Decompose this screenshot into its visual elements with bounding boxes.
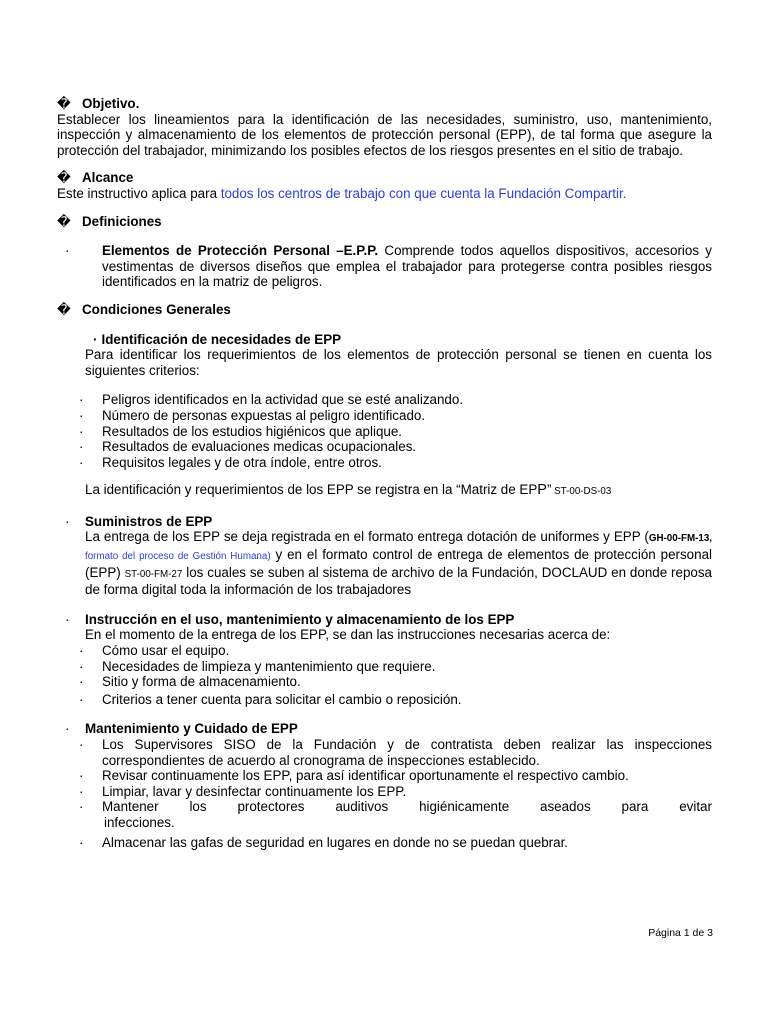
list-item: · Requisitos legales y de otra índole, entre otros. bbox=[79, 454, 382, 470]
bullet-icon: · bbox=[93, 331, 98, 347]
list-item: · Necesidades de limpieza y mantenimiento que requiere. bbox=[79, 658, 436, 674]
bullet-icon: · bbox=[79, 799, 84, 815]
list-item: · Número de personas expuestas al peligro identificado. bbox=[79, 407, 426, 423]
bullet-icon: · bbox=[65, 611, 70, 627]
bullet-icon: · bbox=[79, 454, 84, 470]
bullet-icon: · bbox=[79, 423, 84, 439]
document-code: ST-00-DS-03 bbox=[551, 486, 612, 498]
bullet-icon: · bbox=[79, 658, 84, 674]
matriz-note: La identificación y requerimientos de los EPP se registra en la “Matriz de EPP” ST-00-DS-03 bbox=[85, 482, 612, 499]
document-code: ST-00-FM-27 bbox=[124, 568, 183, 580]
alcance-highlight: todos los centros de trabajo con que cuenta la Fundación Compartir. bbox=[220, 185, 627, 201]
bullet-icon: · bbox=[79, 737, 84, 752]
bullet-icon: · bbox=[79, 834, 84, 850]
bullet-icon: · bbox=[65, 721, 70, 737]
instrucciones-list bbox=[57, 643, 712, 707]
bullet-icon: · bbox=[79, 392, 84, 408]
mantenimiento-list bbox=[57, 737, 712, 850]
bullet-icon: · bbox=[79, 783, 84, 799]
section-objetivo-title: � Objetivo. bbox=[57, 96, 140, 111]
definition-epp: · Elementos de Protección Personal –E.P.P. Comprende todos aquellos dispositivos, accesorios y vestimentas de diversos diseños que emplea el trabajador para protegerse contra posibles riesgos identificados en la matriz de peligros. bbox=[65, 243, 712, 290]
list-item: · Resultados de evaluaciones medicas ocupacionales. bbox=[79, 439, 417, 455]
bullet-icon: · bbox=[79, 407, 84, 423]
list-item: · Revisar continuamente los EPP, para así identificar oportunamente el respectivo cambio. bbox=[79, 768, 629, 784]
bullet-icon: · bbox=[65, 513, 70, 529]
bullet-icon: · bbox=[79, 674, 84, 690]
section-alcance-title: � Alcance bbox=[57, 170, 134, 186]
criterios-list bbox=[57, 392, 712, 470]
bullet-icon: · bbox=[79, 643, 84, 659]
bullet-icon: · bbox=[65, 243, 70, 259]
document-code: GH-00-FM-13, bbox=[648, 533, 712, 545]
subsection-suministros: · Suministros de EPP La entrega de los EPP se deja registrada en el formato entrega dotación de uniformes y EPP (GH-00-FM-13, formato del proceso de Gestión Humana) y en el formato control de entrega de elementos de protección personal (EPP) ST-00-FM-27 los cuales se suben al sistema de archivo de la Fundación, DOCLAUD en donde reposa de forma digital toda la información de los trabajadores bbox=[65, 513, 713, 598]
list-item: · Almacenar las gafas de seguridad en lugares en donde no se puedan quebrar. bbox=[79, 834, 569, 850]
subsection-identificacion: · Identificación de necesidades de EPP Para identificar los requerimientos de los elementos de protección personal se tienen en cuenta los siguientes criterios: bbox=[85, 331, 712, 378]
list-item: · Resultados de los estudios higiénicos que aplique. bbox=[79, 423, 403, 439]
bullet-icon: · bbox=[79, 768, 84, 784]
missing-glyph-icon: � bbox=[57, 213, 71, 229]
subsection-instruccion: · Instrucción en el uso, mantenimiento y almacenamiento de los EPP En el momento de la entrega de los EPP, se dan las instrucciones necesarias acerca de: bbox=[65, 611, 611, 643]
section-definiciones-title: � Definiciones bbox=[57, 213, 162, 229]
document-body bbox=[57, 96, 712, 850]
bullet-icon: · bbox=[79, 691, 84, 707]
missing-glyph-icon: � bbox=[57, 170, 71, 186]
section-condiciones-title: � Condiciones Generales bbox=[57, 301, 231, 317]
list-item: · Limpiar, lavar y desinfectar continuamente los EPP. bbox=[79, 783, 407, 799]
section-alcance-text: Este instructivo aplica para todos los centros de trabajo con que cuenta la Fundación Compartir. bbox=[57, 185, 627, 201]
page-number: Página 1 de 3 bbox=[648, 927, 713, 939]
section-objetivo-text: Establecer los lineamientos para la identificación de las necesidades, suministro, uso, mantenimiento, inspección y almacenamiento de los elementos de protección personal (EPP), de tal forma que asegure la protección del trabajador, minimizando los posibles efectos de los riesgos presentes en el sitio de trabajo. bbox=[57, 111, 712, 158]
bullet-icon: · bbox=[79, 439, 84, 455]
list-item: · Sitio y forma de almacenamiento. bbox=[79, 674, 301, 690]
list-item: · Mantener los protectores auditivos higiénicamente aseados para evitar infecciones. bbox=[79, 799, 712, 830]
missing-glyph-icon: � bbox=[57, 96, 71, 111]
missing-glyph-icon: � bbox=[57, 301, 71, 317]
list-item: · Cómo usar el equipo. bbox=[79, 643, 230, 659]
list-item: · Los Supervisores SISO de la Fundación y de contratista deben realizar las inspecciones correspondientes de acuerdo al cronograma de inspecciones establecido. bbox=[79, 737, 712, 768]
document-code-note: formato del proceso de Gestión Humana) bbox=[85, 551, 271, 563]
subsection-mantenimiento: · Mantenimiento y Cuidado de EPP bbox=[65, 721, 298, 737]
list-item: · Criterios a tener cuenta para solicitar el cambio o reposición. bbox=[79, 691, 462, 707]
list-item: · Peligros identificados en la actividad que se esté analizando. bbox=[79, 392, 464, 408]
